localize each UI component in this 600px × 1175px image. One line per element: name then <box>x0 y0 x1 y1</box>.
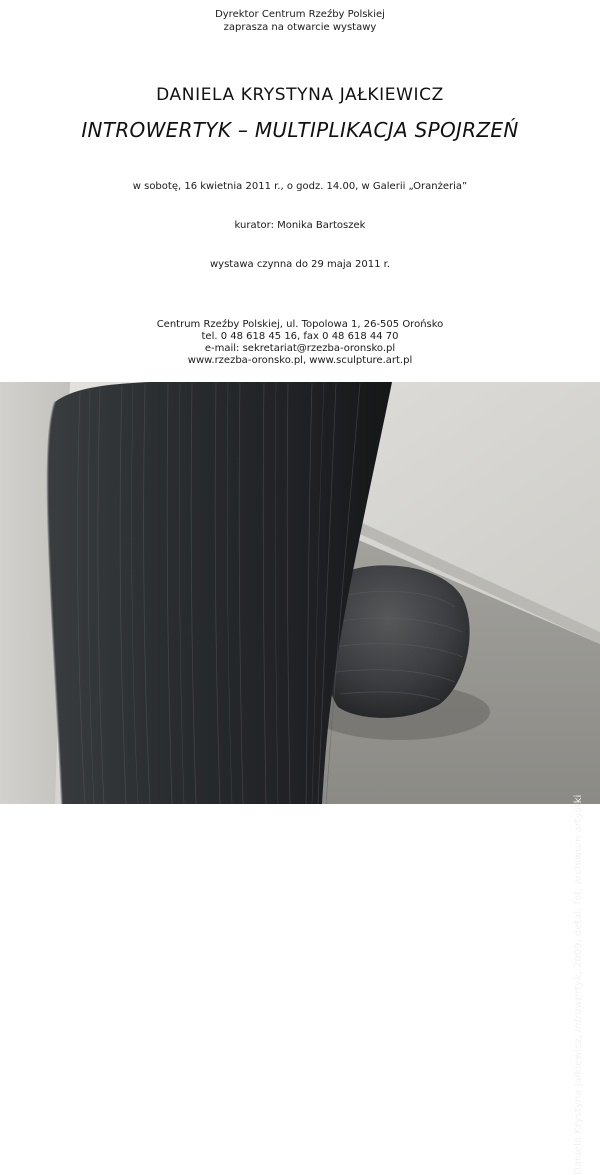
artist-name: DANIELA KRYSTYNA JAŁKIEWICZ <box>156 85 444 105</box>
curator: kurator: Monika Bartoszek <box>234 220 366 231</box>
inviter-line-2: zaprasza na otwarcie wystawy <box>223 22 377 33</box>
sculpture-photo <box>0 382 600 1175</box>
caption-details: , 2009, detal, fot. archiwum artystki <box>573 794 584 975</box>
contact-phone: tel. 0 48 618 45 16, fax 0 48 618 44 70 <box>201 331 399 342</box>
invitation-header <box>0 0 600 382</box>
open-until: wystawa czynna do 29 maja 2011 r. <box>210 259 390 270</box>
opening-info: w sobotę, 16 kwietnia 2011 r., o godz. 14.00, w Galerii „Oranżeria” <box>132 181 468 192</box>
inviter-line-1: Dyrektor Centrum Rzeźby Polskiej <box>215 9 385 20</box>
caption-work-title: Introwertyk <box>573 974 584 1032</box>
contact-websites: www.rzezba-oronsko.pl, www.sculpture.art.pl <box>187 355 413 366</box>
contact-email: e-mail: sekretariat@rzezba-oronsko.pl <box>204 343 396 354</box>
sculpture-photo-art <box>0 382 600 804</box>
caption-author: Daniela Krystyna Jałkiewicz, <box>573 1031 584 1175</box>
photo-caption <box>573 775 584 1175</box>
exhibition-title: INTROWERTYK – MULTIPLIKACJA SPOJRZEŃ <box>81 118 519 142</box>
contact-address: Centrum Rzeźby Polskiej, ul. Topolowa 1, 26-505 Orońsko <box>156 319 444 330</box>
